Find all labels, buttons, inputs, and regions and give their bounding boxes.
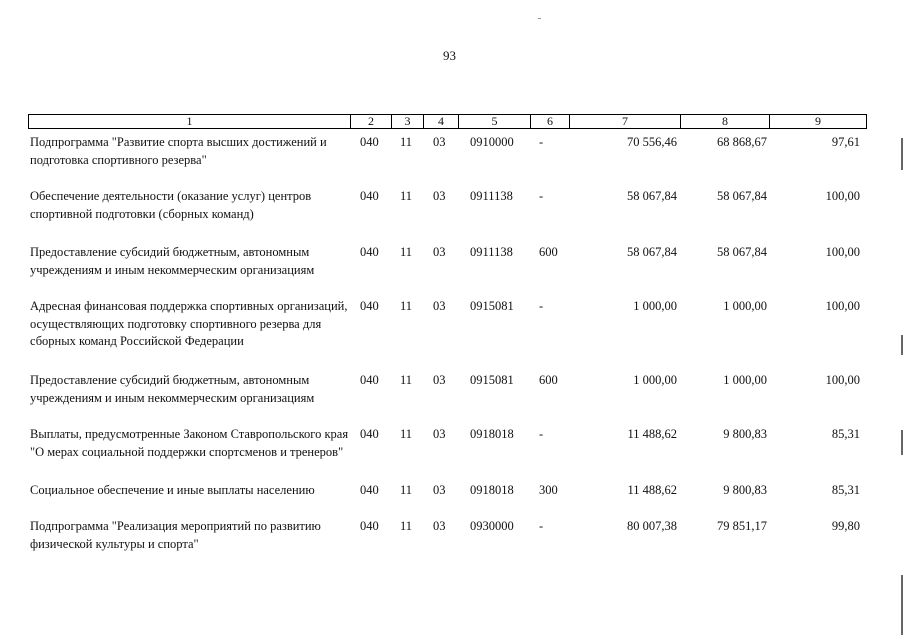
header-cell-7: 7 xyxy=(569,114,681,129)
row-code-5: 0910000 xyxy=(470,135,514,149)
row-value-8: 79 851,17 xyxy=(717,519,767,533)
row-value-7: 58 067,84 xyxy=(627,245,677,259)
row-value-9: 99,80 xyxy=(831,519,860,533)
row-code-2: 040 xyxy=(360,373,379,387)
row-value-9: 100,00 xyxy=(825,245,860,259)
row-name: Адресная финансовая поддержка спортивных организаций, осуществляющих подготовку спортивного резерва для сборных команд Российской Федерации xyxy=(30,299,348,348)
header-cell-2: 2 xyxy=(350,114,392,129)
row-code-2: 040 xyxy=(360,427,379,441)
row-code-4: 03 xyxy=(433,245,446,259)
row-value-7: 70 556,46 xyxy=(627,135,677,149)
row-code-2: 040 xyxy=(360,483,379,497)
row-code-2: 040 xyxy=(360,519,379,533)
page-edge-line xyxy=(901,138,903,170)
row-code-4: 03 xyxy=(433,189,446,203)
row-code-5: 0915081 xyxy=(470,299,514,313)
row-value-9: 100,00 xyxy=(825,373,860,387)
row-value-9: 85,31 xyxy=(831,483,860,497)
row-code-6: - xyxy=(539,299,544,313)
row-value-8: 9 800,83 xyxy=(723,483,767,497)
row-code-2: 040 xyxy=(360,189,379,203)
row-code-5: 0911138 xyxy=(470,189,513,203)
row-code-5: 0915081 xyxy=(470,373,514,387)
row-code-6: 300 xyxy=(539,483,558,497)
row-name: Предоставление субсидий бюджетным, автономным учреждениям и иным некоммерческим организациям xyxy=(30,373,315,405)
row-code-3: 11 xyxy=(400,245,413,259)
row-code-3: 11 xyxy=(400,189,413,203)
row-code-3: 11 xyxy=(400,519,413,533)
header-cell-5: 5 xyxy=(458,114,531,129)
row-value-8: 9 800,83 xyxy=(723,427,767,441)
row-code-3: 11 xyxy=(400,373,413,387)
row-name: Социальное обеспечение и иные выплаты населению xyxy=(30,483,315,497)
page-edge-line xyxy=(901,430,903,455)
row-code-4: 03 xyxy=(433,519,446,533)
row-name: Подпрограмма "Реализация мероприятий по развитию физической культуры и спорта" xyxy=(30,519,321,551)
page-number: 93 xyxy=(443,48,456,63)
row-code-6: - xyxy=(539,135,544,149)
row-code-5: 0911138 xyxy=(470,245,513,259)
header-cell-1: 1 xyxy=(28,114,351,129)
row-value-8: 58 067,84 xyxy=(717,189,767,203)
row-name: Выплаты, предусмотренные Законом Ставропольского края "О мерах социальной поддержки спортсменов и тренеров" xyxy=(30,427,349,459)
row-code-3: 11 xyxy=(400,299,413,313)
row-code-4: 03 xyxy=(433,483,446,497)
scan-speck xyxy=(538,18,541,19)
row-value-7: 1 000,00 xyxy=(633,299,677,313)
row-name: Обеспечение деятельности (оказание услуг) центров спортивной подготовки (сборных команд) xyxy=(30,189,312,221)
row-name: Подпрограмма "Развитие спорта высших достижений и подготовка спортивного резерва" xyxy=(30,135,327,167)
row-value-9: 100,00 xyxy=(825,189,860,203)
row-code-4: 03 xyxy=(433,427,446,441)
row-code-6: 600 xyxy=(539,373,558,387)
row-value-7: 1 000,00 xyxy=(633,373,677,387)
row-value-8: 1 000,00 xyxy=(723,299,767,313)
header-cell-4: 4 xyxy=(423,114,459,129)
row-value-8: 68 868,67 xyxy=(717,135,767,149)
row-code-5: 0918018 xyxy=(470,427,514,441)
row-code-5: 0930000 xyxy=(470,519,514,533)
row-code-2: 040 xyxy=(360,135,379,149)
page-edge-line xyxy=(901,335,903,355)
row-code-2: 040 xyxy=(360,299,379,313)
row-code-6: 600 xyxy=(539,245,558,259)
row-value-7: 58 067,84 xyxy=(627,189,677,203)
row-code-6: - xyxy=(539,189,544,203)
row-code-4: 03 xyxy=(433,299,446,313)
page-edge-line xyxy=(901,575,903,635)
row-value-7: 80 007,38 xyxy=(627,519,677,533)
row-code-6: - xyxy=(539,427,544,441)
row-code-4: 03 xyxy=(433,373,446,387)
row-value-9: 100,00 xyxy=(825,299,860,313)
row-value-7: 11 488,62 xyxy=(627,483,677,497)
row-value-8: 58 067,84 xyxy=(717,245,767,259)
row-code-5: 0918018 xyxy=(470,483,514,497)
row-code-4: 03 xyxy=(433,135,446,149)
row-name: Предоставление субсидий бюджетным, автономным учреждениям и иным некоммерческим организациям xyxy=(30,245,315,277)
row-code-3: 11 xyxy=(400,135,413,149)
row-value-9: 85,31 xyxy=(831,427,860,441)
row-value-9: 97,61 xyxy=(831,135,860,149)
header-cell-3: 3 xyxy=(391,114,424,129)
header-cell-8: 8 xyxy=(680,114,770,129)
header-cell-9: 9 xyxy=(769,114,867,129)
row-code-6: - xyxy=(539,519,544,533)
header-cell-6: 6 xyxy=(530,114,570,129)
row-value-8: 1 000,00 xyxy=(723,373,767,387)
row-code-2: 040 xyxy=(360,245,379,259)
row-code-3: 11 xyxy=(400,427,413,441)
row-code-3: 11 xyxy=(400,483,413,497)
row-value-7: 11 488,62 xyxy=(627,427,677,441)
